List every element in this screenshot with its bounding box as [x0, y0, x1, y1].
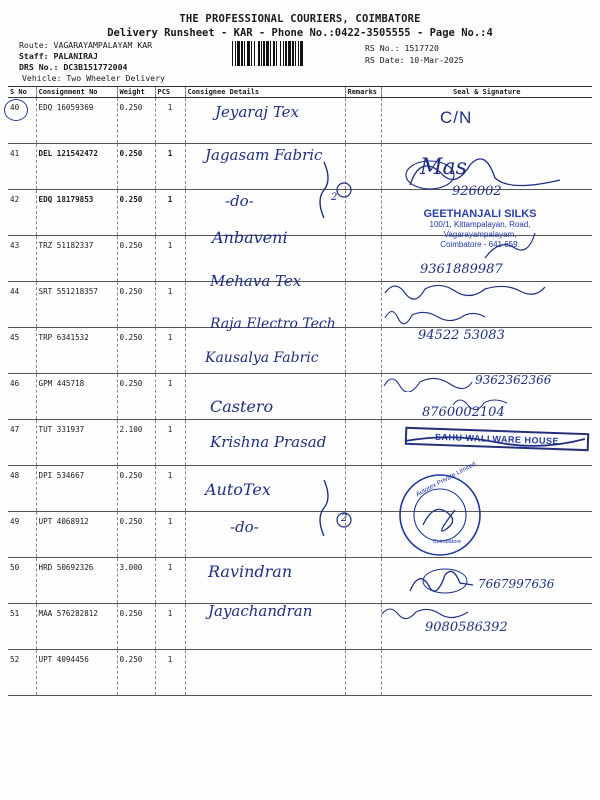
cell-pcs: 1 — [155, 650, 185, 696]
barcode-bar — [298, 41, 299, 66]
ditto-num-49-50: 2 — [341, 513, 348, 524]
signature-scribble-52 — [378, 602, 473, 620]
barcode-bar — [295, 41, 296, 66]
hw-consignee-46: Kausalya Fabric — [205, 350, 319, 366]
hw-consignee-43: Anbaveni — [212, 228, 288, 247]
cell-remarks — [345, 420, 381, 466]
staff-value: PALANIRAJ — [53, 51, 98, 61]
hw-consignee-41: Jagasam Fabric — [205, 146, 323, 164]
barcode-bar — [288, 41, 291, 66]
round-seal-text: Autotex Private Limited — [414, 460, 478, 499]
table-row — [8, 98, 592, 144]
sahu-stamp: SAHU WALLWARE HOUSE — [405, 427, 590, 451]
rs-date-label: RS Date: — [365, 55, 405, 65]
barcode-bar — [261, 41, 262, 66]
vehicle-label: Vehicle: — [22, 73, 62, 83]
cell-weight: 0.250 — [117, 236, 155, 282]
col-consignee: Consignee Details — [185, 87, 345, 98]
hw-consignee-42: -do- — [225, 192, 254, 210]
hw-consignee-52: Jayachandran — [208, 602, 313, 620]
cell-consignment: UPT 4094456 — [36, 650, 117, 696]
cell-remarks — [345, 282, 381, 328]
barcode-bar — [266, 41, 269, 66]
table-row — [8, 650, 592, 696]
rs-no-line — [365, 43, 439, 53]
cell-pcs: 1 — [155, 236, 185, 282]
cell-weight: 0.250 — [117, 328, 155, 374]
cell-sno: 44 — [8, 282, 36, 328]
barcode-bar — [273, 41, 275, 66]
cell-sno: 41 — [8, 144, 36, 190]
cell-sno: 47 — [8, 420, 36, 466]
table-row — [8, 512, 592, 558]
stamp-title: GEETHANJALI SILKS — [423, 208, 537, 220]
cell-pcs: 1 — [155, 604, 185, 650]
col-pcs: PCS — [155, 87, 185, 98]
cell-sno: 46 — [8, 374, 36, 420]
barcode-bar — [300, 41, 303, 66]
staff-label: Staff: — [19, 51, 49, 61]
ditto-bracket-49-50 — [310, 478, 358, 538]
cell-pcs: 1 — [155, 190, 185, 236]
barcode-bar — [232, 41, 233, 66]
seal-46-phone: 9362362366 — [475, 373, 552, 387]
cell-weight: 0.250 — [117, 466, 155, 512]
table-header-row — [8, 87, 592, 98]
cell-pcs: 1 — [155, 558, 185, 604]
ditto-num-41-42: 2 — [331, 192, 338, 203]
drs-line — [19, 62, 127, 72]
hw-consignee-45: Raja Electro Tech — [210, 316, 336, 332]
signature-scribble-45 — [380, 303, 490, 325]
cell-pcs: 1 — [155, 374, 185, 420]
cell-pcs: 1 — [155, 98, 185, 144]
stamp-line-1: 100/1, Kittampalayan, Road, — [429, 220, 531, 229]
vehicle-value: Two Wheeler Delivery — [66, 73, 165, 83]
stamp-line-3: Coimbatore - 641 659. — [440, 240, 520, 249]
hw-consignee-50: -do- — [230, 518, 259, 536]
cell-weight: 0.250 — [117, 374, 155, 420]
stamp-line-2: Vagarayampalayam, — [443, 230, 517, 239]
vehicle-line — [22, 73, 165, 83]
barcode-bar — [235, 41, 236, 66]
cell-consignment: TRP 6341532 — [36, 328, 117, 374]
cell-sno: 45 — [8, 328, 36, 374]
cell-sno: 49 — [8, 512, 36, 558]
barcode-bar — [251, 41, 252, 66]
cell-sno: 42 — [8, 190, 36, 236]
cell-weight: 3.000 — [117, 558, 155, 604]
round-seal-inner-text: Coimbatore — [432, 539, 462, 545]
hw-consignee-47: Castero — [210, 397, 274, 416]
barcode-bar — [270, 41, 271, 66]
route-line — [19, 40, 152, 50]
hw-consignee-44: Mehava Tex — [210, 272, 302, 290]
seal-44-phone: 9361889987 — [420, 262, 503, 277]
barcode-bar — [283, 41, 284, 66]
cell-pcs: 1 — [155, 328, 185, 374]
staff-line — [19, 51, 98, 61]
hw-consignee-51: Ravindran — [208, 562, 293, 581]
drs-value: DC3B151772004 — [63, 62, 128, 72]
rs-no-value: 1517720 — [404, 43, 439, 53]
cell-consignment: SRT 551218357 — [36, 282, 117, 328]
rs-no-label: RS No.: — [365, 43, 400, 53]
seal-42-phone: 926002 — [452, 184, 502, 199]
sahu-stamp-overstrike — [405, 430, 585, 452]
cell-pcs: 1 — [155, 282, 185, 328]
row-40-circle-mark — [4, 99, 28, 121]
cell-consignment: TRZ 51182337 — [36, 236, 117, 282]
barcode-bar — [292, 41, 294, 66]
cell-consignment: GPM 445718 — [36, 374, 117, 420]
cell-sno: 40 — [8, 98, 36, 144]
seal-40-cn: C/N — [440, 108, 473, 127]
cell-weight: 0.250 — [117, 282, 155, 328]
cell-sno: 50 — [8, 558, 36, 604]
seal-45-phone: 94522 53083 — [418, 328, 505, 343]
cell-consignment: UPT 4068912 — [36, 512, 117, 558]
barcode-bar — [258, 41, 260, 66]
cell-consignment: DEL 121542472 — [36, 144, 117, 190]
cell-consignment: MAA 576282812 — [36, 604, 117, 650]
cell-remarks — [345, 236, 381, 282]
cell-remarks — [345, 558, 381, 604]
runsheet-title: Delivery Runsheet - KAR - Phone No.:0422-3505555 - Page No.:4 — [107, 27, 493, 39]
barcode — [232, 41, 356, 66]
cell-weight: 2.100 — [117, 420, 155, 466]
cell-sno: 52 — [8, 650, 36, 696]
cell-pcs: 1 — [155, 512, 185, 558]
cell-consignment: TUT 331937 — [36, 420, 117, 466]
cell-consignment: EDQ 18179853 — [36, 190, 117, 236]
company-title: THE PROFESSIONAL COURIERS, COIMBATORE — [179, 13, 421, 25]
cell-consignment: HRD 50692326 — [36, 558, 117, 604]
col-seal: Seal & Signature — [381, 87, 592, 98]
barcode-bar — [247, 41, 250, 66]
cell-weight: 0.250 — [117, 98, 155, 144]
cell-weight: 0.250 — [117, 650, 155, 696]
cell-remarks — [345, 374, 381, 420]
cell-remarks — [345, 650, 381, 696]
col-remarks: Remarks — [345, 87, 381, 98]
cell-remarks — [345, 604, 381, 650]
cell-weight: 0.250 — [117, 604, 155, 650]
cell-pcs: 1 — [155, 466, 185, 512]
barcode-bar — [237, 41, 240, 66]
cell-seal — [381, 650, 592, 696]
cell-remarks — [345, 328, 381, 374]
barcode-bar — [244, 41, 245, 66]
hw-consignee-48: Krishna Prasad — [210, 433, 327, 451]
barcode-bar — [276, 41, 277, 66]
cell-weight: 0.250 — [117, 144, 155, 190]
cell-sno: 51 — [8, 604, 36, 650]
barcode-bar — [285, 41, 287, 66]
seal-41-signature: Mas — [420, 155, 467, 180]
signature-scribble-44 — [380, 275, 550, 300]
drs-label: DRS No.: — [19, 62, 59, 72]
cell-consignee — [185, 650, 345, 696]
col-weight: Weight — [117, 87, 155, 98]
signature-scribble-43 — [480, 228, 540, 263]
cell-sno: 48 — [8, 466, 36, 512]
rs-date-line — [365, 55, 464, 65]
cell-weight: 0.250 — [117, 190, 155, 236]
barcode-bar — [254, 41, 255, 66]
ditto-bracket-41-42 — [310, 160, 358, 220]
seal-47-phone: 8760002104 — [422, 405, 505, 420]
route-value: VAGARAYAMPALAYAM KAR — [53, 40, 153, 50]
cell-consignment: DPI 534667 — [36, 466, 117, 512]
col-sno: S No — [8, 87, 36, 98]
cell-weight: 0.250 — [117, 512, 155, 558]
hw-consignee-49: AutoTex — [205, 480, 271, 499]
col-consignment: Consignment No — [36, 87, 117, 98]
cell-seal — [381, 98, 592, 144]
cell-pcs: 1 — [155, 420, 185, 466]
cell-consignment: EDQ 16059369 — [36, 98, 117, 144]
cell-sno: 43 — [8, 236, 36, 282]
barcode-bar — [241, 41, 243, 66]
cell-pcs: 1 — [155, 144, 185, 190]
signature-scribble-46 — [380, 370, 475, 392]
route-label: Route: — [19, 40, 49, 50]
seal-51-phone: 7667997636 — [478, 577, 555, 591]
hw-consignee-40: Jeyaraj Tex — [215, 103, 300, 121]
barcode-bar — [280, 41, 281, 66]
barcode-bar — [263, 41, 265, 66]
rs-date-value: 10-Mar-2025 — [409, 55, 464, 65]
seal-52-phone: 9080586392 — [425, 620, 508, 635]
cell-remarks — [345, 98, 381, 144]
signature-scribble-51 — [405, 563, 475, 598]
table-row — [8, 466, 592, 512]
